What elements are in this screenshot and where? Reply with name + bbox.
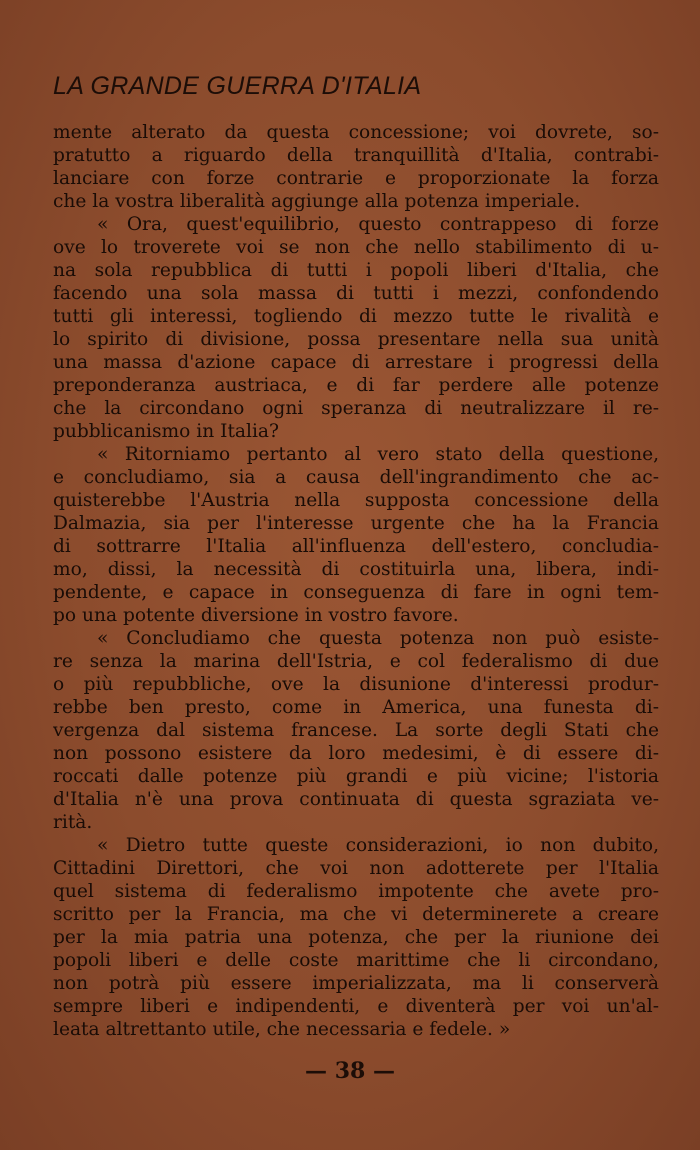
- text-line: lanciare con forze contrarie e proporzionate la forza: [53, 168, 659, 189]
- text-line: facendo una sola massa di tutti i mezzi, confondendo: [53, 283, 659, 304]
- text-line: d'Italia n'è una prova continuata di questa sgraziata ve-: [53, 789, 659, 810]
- text-line: scritto per la Francia, ma che vi determinerete a creare: [53, 904, 659, 925]
- text-line: una massa d'azione capace di arrestare i progressi della: [53, 352, 659, 373]
- text-line: « Concludiamo che questa potenza non può esiste-: [97, 628, 659, 649]
- text-line: di sottrarre l'Italia all'influenza dell'estero, concludia-: [53, 536, 659, 557]
- text-line: « Ora, quest'equilibrio, questo contrappeso di forze: [97, 214, 659, 235]
- text-line: rità.: [53, 812, 93, 833]
- text-line: per la mia patria una potenza, che per la riunione dei: [53, 927, 659, 948]
- text-line: preponderanza austriaca, e di far perdere alle potenze: [53, 375, 659, 396]
- text-line: non potrà più essere imperializzata, ma li conserverà: [53, 973, 659, 994]
- running-head: LA GRANDE GUERRA D'ITALIA: [53, 72, 422, 100]
- text-line: « Ritorniamo pertanto al vero stato della questione,: [97, 444, 659, 465]
- text-line: leata altrettanto utile, che necessaria e fedele. »: [53, 1019, 511, 1040]
- text-line: lo spirito di divisione, possa presentare nella sua unità: [53, 329, 659, 350]
- text-line: non possono esistere da loro medesimi, è di essere di-: [53, 743, 659, 764]
- body-text: [53, 121, 659, 1041]
- text-line: sempre liberi e indipendenti, e diventerà per voi un'al-: [53, 996, 659, 1017]
- text-line: o più repubbliche, ove la disunione d'interessi produr-: [53, 674, 659, 695]
- page-number: — 38 —: [305, 1058, 395, 1084]
- text-line: ove lo troverete voi se non che nello stabilimento di u-: [53, 237, 659, 258]
- text-line: pendente, e capace in conseguenza di fare in ogni tem-: [53, 582, 659, 603]
- text-line: re senza la marina dell'Istria, e col federalismo di due: [53, 651, 659, 672]
- text-line: quel sistema di federalismo impotente che avete pro-: [53, 881, 659, 902]
- text-line: pratutto a riguardo della tranquillità d'Italia, contrabi-: [53, 145, 659, 166]
- text-line: quisterebbe l'Austria nella supposta concessione della: [53, 490, 659, 511]
- text-line: rebbe ben presto, come in America, una funesta di-: [53, 697, 659, 718]
- text-line: pubblicanismo in Italia?: [53, 421, 279, 442]
- text-line: che la circondano ogni speranza di neutralizzare il re-: [53, 398, 659, 419]
- text-line: vergenza dal sistema francese. La sorte degli Stati che: [53, 720, 659, 741]
- text-line: Dalmazia, sia per l'interesse urgente che ha la Francia: [53, 513, 659, 534]
- text-line: « Dietro tutte queste considerazioni, io non dubito,: [97, 835, 659, 856]
- text-line: na sola repubblica di tutti i popoli liberi d'Italia, che: [53, 260, 659, 281]
- text-line: Cittadini Direttori, che voi non adotterete per l'Italia: [53, 858, 659, 879]
- text-line: che la vostra liberalità aggiunge alla potenza imperiale.: [53, 191, 581, 212]
- text-line: e concludiamo, sia a causa dell'ingrandimento che ac-: [53, 467, 659, 488]
- text-line: mente alterato da questa concessione; voi dovrete, so-: [53, 122, 659, 143]
- text-line: mo, dissi, la necessità di costituirla una, libera, indi-: [53, 559, 659, 580]
- text-line: tutti gli interessi, togliendo di mezzo tutte le rivalità e: [53, 306, 659, 327]
- text-line: roccati dalle potenze più grandi e più vicine; l'istoria: [53, 766, 659, 787]
- text-line: po una potente diversione in vostro favore.: [53, 605, 459, 626]
- text-line: popoli liberi e delle coste marittime che li circondano,: [53, 950, 659, 971]
